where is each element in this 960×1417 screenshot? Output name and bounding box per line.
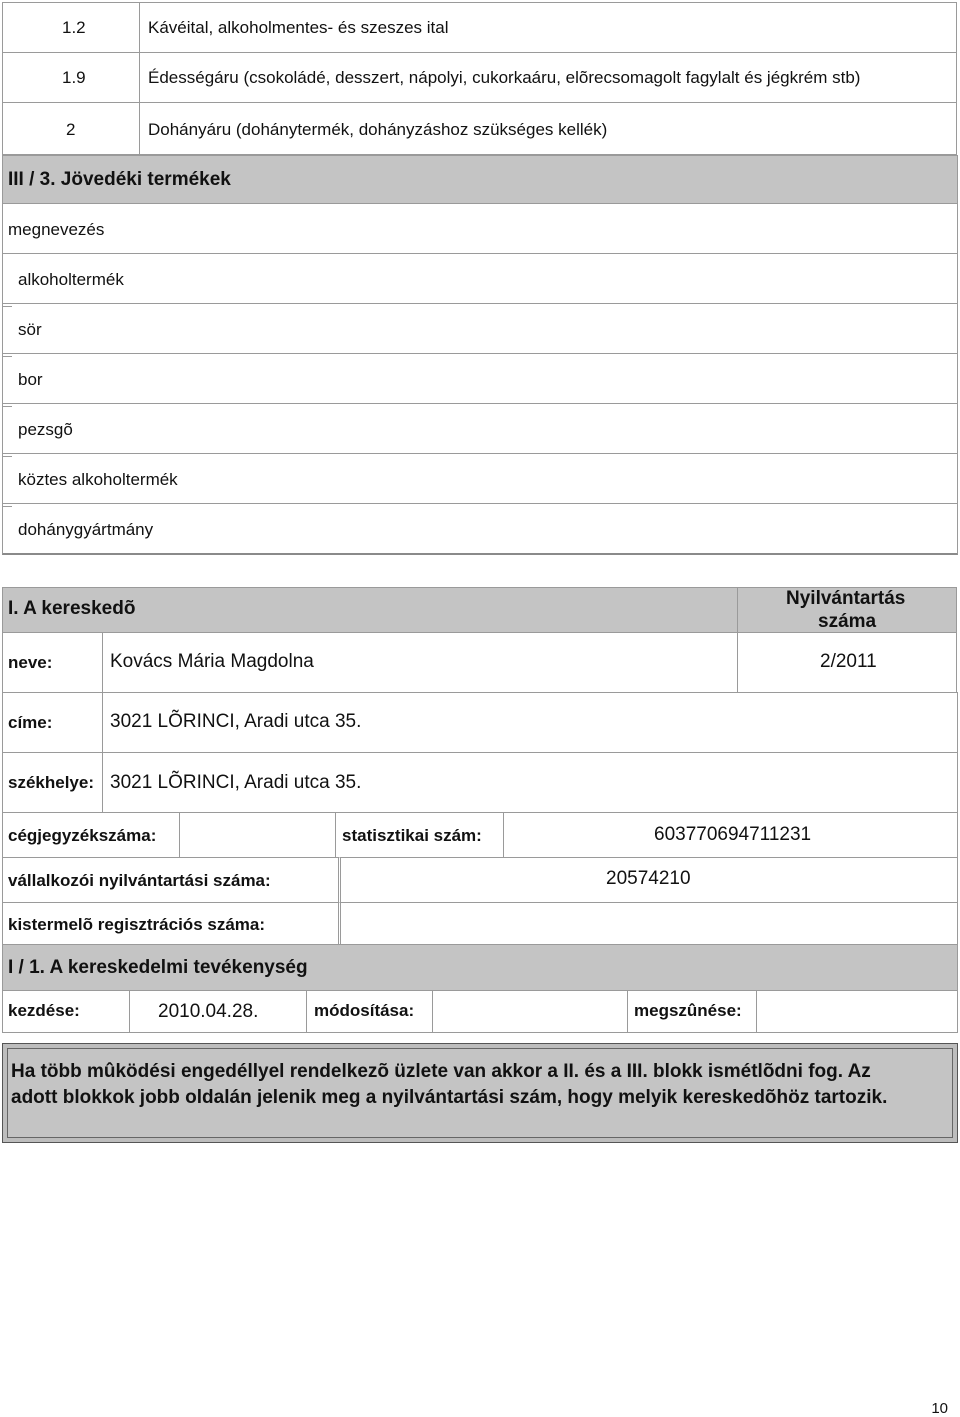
stat-label: statisztikai szám: [342,826,482,845]
seat-value: 3021 LÕRINCI, Aradi utca 35. [110,772,362,793]
name-label: neve: [8,653,53,672]
activity-title: I / 1. A kereskedelmi tevékenység [8,957,308,978]
excise-item: köztes alkoholtermék [18,470,178,489]
modify-label: módosítása: [314,1001,415,1020]
info-note-inner [7,1048,953,1138]
entrepreneur-label: vállalkozói nyilvántartási száma: [8,871,271,890]
start-value: 2010.04.28. [158,1001,259,1022]
end-label: megszûnése: [634,1001,742,1020]
end-value-cell [756,990,958,1033]
excise-item: pezsgõ [18,420,73,439]
page-number: 10 [931,1400,948,1417]
address-label: címe: [8,713,53,732]
seat-label: székhelye: [8,773,94,792]
excise-title: III / 3. Jövedéki termékek [8,169,231,190]
start-label: kezdése: [8,1001,80,1020]
name-value: Kovács Mária Magdolna [110,651,314,672]
excise-item: dohánygyártmány [18,520,154,539]
stat-value: 603770694711231 [654,824,812,845]
excise-item: sör [18,320,42,339]
product-code: 1.2 [62,18,86,37]
registration-number: 2/2011 [820,651,877,672]
modify-value-cell [432,990,628,1033]
entrepreneur-value: 20574210 [606,868,691,889]
company-reg-label: cégjegyzékszáma: [8,826,157,845]
farmer-label: kistermelõ regisztrációs száma: [8,915,266,934]
excise-column-header-cell [2,203,958,254]
product-label: Dohányáru (dohánytermék, dohányzáshoz szükséges kellék) [148,120,608,139]
product-label: Édességáru (csokoládé, desszert, nápolyi, cukorkaáru, elõrecsomagolt fagylalt és jégkrém stb) [148,68,861,87]
info-note-text: Ha több mûködési engedéllyel rendelkezõ üzlete van akkor a II. és a III. blokk ismétlõdni fog. Az adott blokkok jobb oldalán jelenik meg a nyilvántartási szám, hogy melyik kereskedõhöz tartozik. [11,1061,888,1108]
trader-title: I. A kereskedõ [8,598,136,619]
registration-header-line1: Nyilvántartás [786,588,906,609]
excise-item: alkoholtermék [18,270,124,289]
registration-header-line2: száma [818,611,877,632]
excise-column-header: megnevezés [8,220,105,239]
product-code: 1.9 [62,68,86,87]
excise-item: bor [18,370,43,389]
farmer-value-cell [338,902,958,945]
product-label: Kávéital, alkoholmentes- és szeszes ital [148,18,449,37]
company-reg-value-cell [179,812,336,858]
info-note-box [2,1043,958,1143]
excise-list [2,253,958,555]
address-value: 3021 LÕRINCI, Aradi utca 35. [110,711,362,732]
product-code: 2 [66,120,76,139]
